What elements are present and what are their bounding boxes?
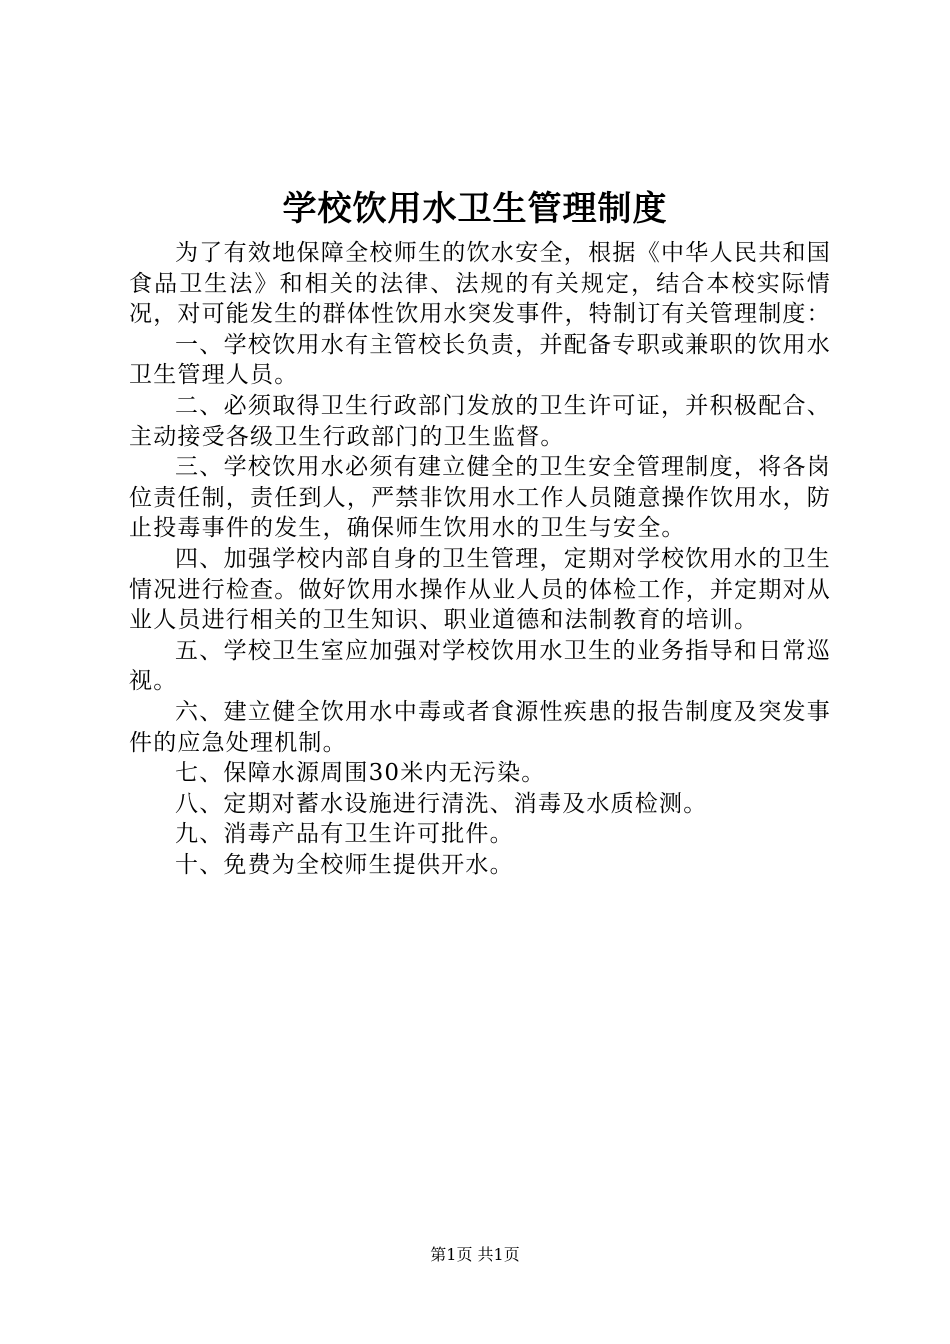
clause-4: 四、加强学校内部自身的卫生管理，定期对学校饮用水的卫生情况进行检查。做好饮用水操作从业人员的体检工作，并定期对从业人员进行相关的卫生知识、职业道德和法制教育的培训。 [129,545,831,634]
intro-paragraph: 为了有效地保障全校师生的饮水安全，根据《中华人民共和国食品卫生法》和相关的法律、法规的有关规定，结合本校实际情况，对可能发生的群体性饮用水突发事件，特制订有关管理制度： [129,240,831,328]
clause-2: 二、必须取得卫生行政部门发放的卫生许可证，并积极配合、主动接受各级卫生行政部门的卫生监督。 [129,392,831,450]
clause-7: 七、保障水源周围30米内无污染。 [175,760,546,787]
clause-9: 九、消毒产品有卫生许可批件。 [175,821,514,848]
clause-3: 三、学校饮用水必须有建立健全的卫生安全管理制度，将各岗位责任制，责任到人，严禁非饮用水工作人员随意操作饮用水，防止投毒事件的发生，确保师生饮用水的卫生与安全。 [129,454,831,542]
clause-6: 六、建立健全饮用水中毒或者食源性疾患的报告制度及突发事件的应急处理机制。 [129,698,831,756]
clause-5: 五、学校卫生室应加强对学校饮用水卫生的业务指导和日常巡视。 [129,637,831,695]
document-body [129,238,831,880]
clause-1: 一、学校饮用水有主管校长负责，并配备专职或兼职的饮用水卫生管理人员。 [129,331,831,389]
clause-10: 十、免费为全校师生提供开水。 [175,851,514,878]
clause-8: 八、定期对蓄水设施进行清洗、消毒及水质检测。 [175,790,708,817]
page-footer: 第1页 共1页 [430,1245,520,1264]
page-title: 学校饮用水卫生管理制度 [282,189,668,229]
